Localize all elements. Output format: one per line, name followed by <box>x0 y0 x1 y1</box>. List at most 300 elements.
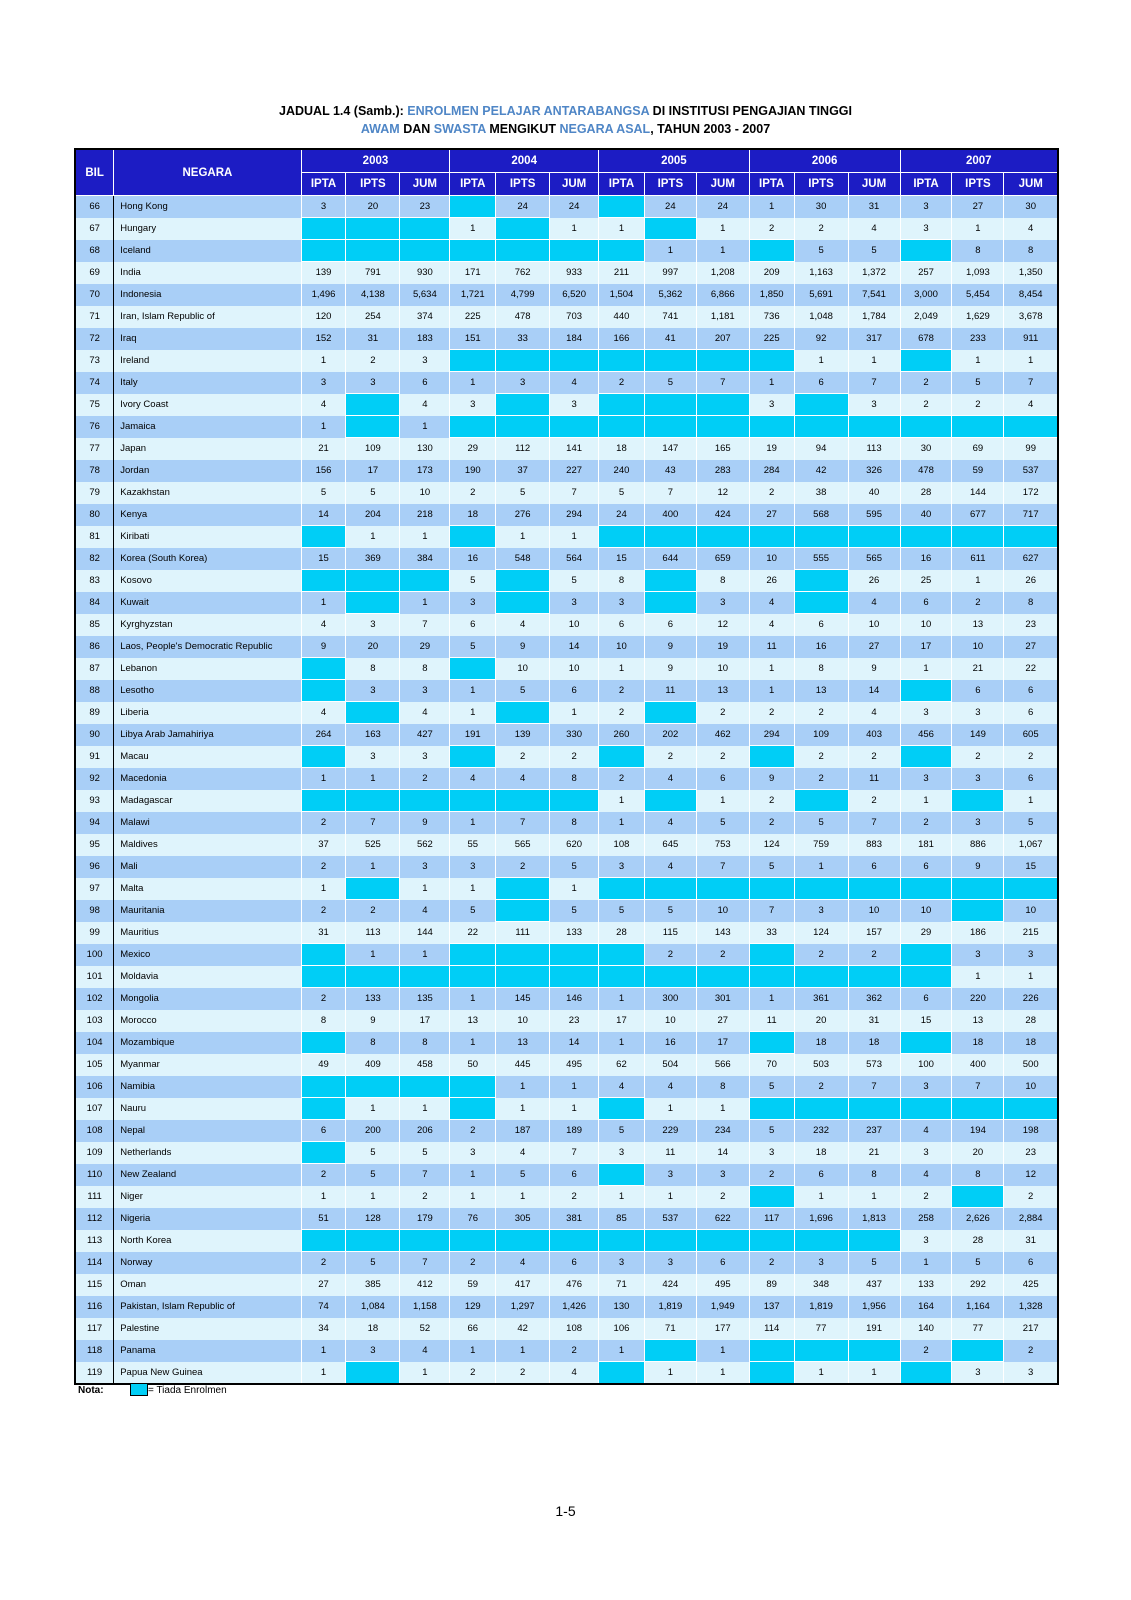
cell-value: 3 <box>952 702 1004 724</box>
cell-value: 294 <box>749 724 794 746</box>
cell-value: 1 <box>644 1098 696 1120</box>
cell-negara: Namibia <box>114 1076 301 1098</box>
cell-value: 1 <box>496 1076 550 1098</box>
cell-value: 10 <box>550 658 599 680</box>
cell-value: 8 <box>400 1032 450 1054</box>
cell-negara: Norway <box>114 1252 301 1274</box>
cell-value <box>400 240 450 262</box>
cell-value: 13 <box>496 1032 550 1054</box>
cell-bil: 108 <box>75 1120 114 1142</box>
cell-value: 1 <box>794 1186 848 1208</box>
cell-value: 145 <box>496 988 550 1010</box>
table-row <box>75 1252 1058 1274</box>
cell-value: 412 <box>400 1274 450 1296</box>
cell-value: 3 <box>952 768 1004 790</box>
cell-value <box>450 196 496 218</box>
cell-value <box>599 394 645 416</box>
cell-value: 4 <box>450 768 496 790</box>
cell-value: 1 <box>400 416 450 438</box>
cell-value: 500 <box>1004 1054 1058 1076</box>
cell-value: 564 <box>550 548 599 570</box>
cell-value <box>749 1098 794 1120</box>
cell-value: 3 <box>644 1164 696 1186</box>
cell-value: 3 <box>900 768 952 790</box>
cell-value: 12 <box>696 614 749 636</box>
cell-value: 1 <box>301 768 346 790</box>
cell-value <box>900 240 952 262</box>
cell-value <box>1004 526 1058 548</box>
cell-value: 317 <box>848 328 900 350</box>
cell-value: 9 <box>346 1010 400 1032</box>
cell-value: 2 <box>644 746 696 768</box>
cell-value <box>900 1032 952 1054</box>
cell-value: 1 <box>550 218 599 240</box>
header-ipts: IPTS <box>644 173 696 196</box>
cell-value: 8 <box>696 570 749 592</box>
header-ipts: IPTS <box>794 173 848 196</box>
cell-negara: Macau <box>114 746 301 768</box>
cell-value: 1 <box>1004 790 1058 812</box>
cell-value <box>550 240 599 262</box>
cell-value: 140 <box>900 1318 952 1340</box>
cell-value: 1 <box>301 350 346 372</box>
cell-value: 1 <box>599 1032 645 1054</box>
cell-negara: Moldavia <box>114 966 301 988</box>
cell-negara: Ivory Coast <box>114 394 301 416</box>
cell-value: 55 <box>450 834 496 856</box>
cell-value <box>301 1076 346 1098</box>
cell-value: 3 <box>900 196 952 218</box>
cell-value: 424 <box>644 1274 696 1296</box>
cell-value: 10 <box>696 900 749 922</box>
cell-value <box>450 746 496 768</box>
cell-value <box>599 1362 645 1384</box>
cell-value <box>848 526 900 548</box>
cell-value: 15 <box>900 1010 952 1032</box>
cell-negara: Netherlands <box>114 1142 301 1164</box>
cell-value: 1 <box>749 658 794 680</box>
cell-value: 202 <box>644 724 696 746</box>
cell-value: 1,721 <box>450 284 496 306</box>
cell-value <box>346 1076 400 1098</box>
cell-value: 6 <box>900 856 952 878</box>
cell-value: 3 <box>400 350 450 372</box>
cell-value: 6 <box>400 372 450 394</box>
cell-value: 71 <box>644 1318 696 1340</box>
header-jum: JUM <box>550 173 599 196</box>
title-part: JADUAL 1.4 (Samb.): <box>279 104 408 118</box>
cell-negara: Panama <box>114 1340 301 1362</box>
table-row <box>75 1318 1058 1340</box>
cell-value: 7 <box>400 1252 450 1274</box>
cell-value: 1,819 <box>794 1296 848 1318</box>
enrolment-table <box>74 148 1059 1385</box>
table-row <box>75 1274 1058 1296</box>
cell-value: 1 <box>599 1186 645 1208</box>
cell-value <box>301 1142 346 1164</box>
cell-value: 284 <box>749 460 794 482</box>
cell-value: 2 <box>952 394 1004 416</box>
table-row <box>75 1076 1058 1098</box>
cell-value: 8 <box>794 658 848 680</box>
cell-value: 4 <box>400 702 450 724</box>
cell-value: 4 <box>900 1120 952 1142</box>
table-row <box>75 1120 1058 1142</box>
cell-value: 187 <box>496 1120 550 1142</box>
cell-value: 300 <box>644 988 696 1010</box>
header-ipts: IPTS <box>952 173 1004 196</box>
cell-value: 7 <box>696 372 749 394</box>
cell-value: 207 <box>696 328 749 350</box>
cell-value: 3 <box>301 196 346 218</box>
cell-negara: Nigeria <box>114 1208 301 1230</box>
cell-value: 1 <box>1004 350 1058 372</box>
header-ipta: IPTA <box>450 173 496 196</box>
cell-value: 5 <box>346 1252 400 1274</box>
cell-value: 42 <box>794 460 848 482</box>
cell-value: 25 <box>900 570 952 592</box>
cell-value: 6 <box>794 372 848 394</box>
cell-value: 5 <box>346 482 400 504</box>
cell-value: 1 <box>599 988 645 1010</box>
cell-value: 1,048 <box>794 306 848 328</box>
cell-value: 226 <box>1004 988 1058 1010</box>
cell-value: 15 <box>301 548 346 570</box>
cell-value: 49 <box>301 1054 346 1076</box>
cell-bil: 81 <box>75 526 114 548</box>
cell-negara: Kuwait <box>114 592 301 614</box>
cell-value: 565 <box>496 834 550 856</box>
cell-bil: 112 <box>75 1208 114 1230</box>
cell-value <box>1004 416 1058 438</box>
cell-value <box>749 1230 794 1252</box>
cell-value: 10 <box>952 636 1004 658</box>
cell-value: 13 <box>450 1010 496 1032</box>
cell-value <box>794 878 848 900</box>
cell-value: 611 <box>952 548 1004 570</box>
cell-value: 10 <box>400 482 450 504</box>
cell-value: 21 <box>952 658 1004 680</box>
cell-value: 11 <box>749 636 794 658</box>
table-row <box>75 262 1058 284</box>
cell-value: 1,328 <box>1004 1296 1058 1318</box>
table-row <box>75 922 1058 944</box>
cell-value: 6 <box>848 856 900 878</box>
table-row <box>75 878 1058 900</box>
cell-value: 2 <box>749 702 794 724</box>
cell-value <box>952 1340 1004 1362</box>
cell-value: 10 <box>496 1010 550 1032</box>
cell-value: 8 <box>1004 240 1058 262</box>
table-row <box>75 702 1058 724</box>
table-row <box>75 636 1058 658</box>
cell-value: 7 <box>550 482 599 504</box>
cell-value: 9 <box>848 658 900 680</box>
cell-value: 8 <box>301 1010 346 1032</box>
cell-value: 5 <box>644 372 696 394</box>
cell-value: 16 <box>900 548 952 570</box>
cell-negara: Madagascar <box>114 790 301 812</box>
cell-value <box>400 790 450 812</box>
cell-value: 292 <box>952 1274 1004 1296</box>
cell-value: 2 <box>900 812 952 834</box>
cell-value: 5 <box>346 1142 400 1164</box>
cell-value <box>450 944 496 966</box>
cell-negara: Korea (South Korea) <box>114 548 301 570</box>
cell-value <box>450 1098 496 1120</box>
cell-value: 133 <box>346 988 400 1010</box>
cell-value <box>599 1230 645 1252</box>
page-number: 1-5 <box>555 1503 576 1519</box>
cell-value: 15 <box>599 548 645 570</box>
cell-value: 1 <box>450 1032 496 1054</box>
cell-value: 17 <box>346 460 400 482</box>
cell-bil: 117 <box>75 1318 114 1340</box>
cell-value: 478 <box>496 306 550 328</box>
cell-value: 22 <box>450 922 496 944</box>
cell-value: 3 <box>599 856 645 878</box>
cell-value: 2 <box>346 350 400 372</box>
cell-value: 4 <box>301 394 346 416</box>
cell-value: 3 <box>301 372 346 394</box>
cell-value: 5 <box>599 900 645 922</box>
cell-value: 437 <box>848 1274 900 1296</box>
cell-value: 204 <box>346 504 400 526</box>
cell-negara: Palestine <box>114 1318 301 1340</box>
cell-value: 2 <box>952 592 1004 614</box>
cell-value: 1 <box>696 1340 749 1362</box>
cell-value <box>301 1032 346 1054</box>
cell-bil: 109 <box>75 1142 114 1164</box>
cell-value <box>644 570 696 592</box>
cell-value: 3 <box>400 856 450 878</box>
cell-value: 139 <box>496 724 550 746</box>
cell-value: 605 <box>1004 724 1058 746</box>
cell-value: 27 <box>952 196 1004 218</box>
cell-value: 190 <box>450 460 496 482</box>
cell-value: 3 <box>346 1340 400 1362</box>
cell-value: 34 <box>301 1318 346 1340</box>
cell-value <box>599 878 645 900</box>
cell-value: 2 <box>400 1186 450 1208</box>
cell-value: 384 <box>400 548 450 570</box>
cell-value <box>599 746 645 768</box>
cell-value: 7 <box>848 812 900 834</box>
cell-value: 374 <box>400 306 450 328</box>
cell-value <box>794 570 848 592</box>
cell-value: 537 <box>1004 460 1058 482</box>
cell-value: 1 <box>400 944 450 966</box>
cell-value: 11 <box>848 768 900 790</box>
cell-value: 425 <box>1004 1274 1058 1296</box>
cell-value: 2 <box>496 746 550 768</box>
cell-value: 1 <box>696 240 749 262</box>
cell-value <box>644 592 696 614</box>
cell-value: 5 <box>550 900 599 922</box>
cell-value <box>900 680 952 702</box>
cell-value: 5 <box>696 812 749 834</box>
cell-value: 3 <box>400 746 450 768</box>
cell-value <box>749 878 794 900</box>
cell-value: 20 <box>952 1142 1004 1164</box>
cell-value: 2 <box>550 1186 599 1208</box>
cell-value <box>599 1098 645 1120</box>
cell-value: 997 <box>644 262 696 284</box>
cell-value: 20 <box>346 636 400 658</box>
cell-value: 1 <box>400 1098 450 1120</box>
cell-value <box>749 746 794 768</box>
cell-value: 3 <box>900 1076 952 1098</box>
cell-value <box>301 680 346 702</box>
cell-value <box>496 790 550 812</box>
cell-value: 1 <box>301 1362 346 1384</box>
cell-value: 2 <box>696 746 749 768</box>
cell-bil: 68 <box>75 240 114 262</box>
cell-value: 4 <box>644 856 696 878</box>
cell-negara: Hungary <box>114 218 301 240</box>
cell-value: 8 <box>599 570 645 592</box>
cell-value <box>599 526 645 548</box>
cell-value: 10 <box>749 548 794 570</box>
cell-value: 4,138 <box>346 284 400 306</box>
cell-value <box>301 1230 346 1252</box>
cell-value: 143 <box>696 922 749 944</box>
cell-value: 16 <box>794 636 848 658</box>
cell-value: 10 <box>550 614 599 636</box>
cell-value: 109 <box>794 724 848 746</box>
cell-bil: 70 <box>75 284 114 306</box>
table-row <box>75 240 1058 262</box>
cell-bil: 114 <box>75 1252 114 1274</box>
cell-value: 1 <box>346 526 400 548</box>
cell-bil: 94 <box>75 812 114 834</box>
cell-value: 644 <box>644 548 696 570</box>
cell-value: 548 <box>496 548 550 570</box>
cell-value <box>496 878 550 900</box>
cell-value: 7 <box>1004 372 1058 394</box>
cell-value: 424 <box>696 504 749 526</box>
cell-value: 10 <box>1004 1076 1058 1098</box>
table-row <box>75 328 1058 350</box>
cell-value: 330 <box>550 724 599 746</box>
cell-value: 1,956 <box>848 1296 900 1318</box>
cell-value: 2 <box>900 372 952 394</box>
cell-value: 5 <box>550 570 599 592</box>
cell-value: 1,181 <box>696 306 749 328</box>
cell-value: 703 <box>550 306 599 328</box>
cell-value: 5 <box>450 900 496 922</box>
cell-value: 7,541 <box>848 284 900 306</box>
cell-value: 2 <box>1004 746 1058 768</box>
cell-value: 1 <box>599 790 645 812</box>
header-ipts: IPTS <box>496 173 550 196</box>
cell-value: 3 <box>952 812 1004 834</box>
cell-value: 2 <box>696 1186 749 1208</box>
cell-bil: 79 <box>75 482 114 504</box>
cell-negara: Oman <box>114 1274 301 1296</box>
cell-value: 10 <box>900 900 952 922</box>
cell-value: 1 <box>696 218 749 240</box>
header-year: 2006 <box>749 149 900 173</box>
cell-value: 4 <box>848 218 900 240</box>
cell-value <box>301 1098 346 1120</box>
cell-value: 3 <box>749 1142 794 1164</box>
table-row <box>75 372 1058 394</box>
cell-value: 4 <box>599 1076 645 1098</box>
cell-value: 181 <box>900 834 952 856</box>
cell-value: 1 <box>550 1076 599 1098</box>
cell-value: 4 <box>848 592 900 614</box>
cell-value: 6 <box>550 1252 599 1274</box>
cell-value: 2 <box>749 218 794 240</box>
cell-bil: 92 <box>75 768 114 790</box>
cell-value: 2 <box>952 746 1004 768</box>
cell-value: 209 <box>749 262 794 284</box>
cell-value <box>496 240 550 262</box>
cell-bil: 93 <box>75 790 114 812</box>
cell-value: 21 <box>848 1142 900 1164</box>
cell-value: 31 <box>346 328 400 350</box>
cell-bil: 77 <box>75 438 114 460</box>
cell-value: 4 <box>301 702 346 724</box>
cell-value <box>450 350 496 372</box>
cell-value: 2 <box>749 482 794 504</box>
cell-value: 1,084 <box>346 1296 400 1318</box>
cell-negara: Papua New Guinea <box>114 1362 301 1384</box>
cell-value: 264 <box>301 724 346 746</box>
cell-bil: 102 <box>75 988 114 1010</box>
cell-value <box>848 878 900 900</box>
cell-value: 6,866 <box>696 284 749 306</box>
cell-bil: 78 <box>75 460 114 482</box>
cell-value <box>644 702 696 724</box>
cell-value: 3 <box>794 900 848 922</box>
cell-value: 18 <box>848 1032 900 1054</box>
cell-value <box>301 790 346 812</box>
cell-value: 1 <box>301 592 346 614</box>
cell-negara: Ireland <box>114 350 301 372</box>
cell-negara: Liberia <box>114 702 301 724</box>
cell-value: 1 <box>450 812 496 834</box>
cell-negara: Maldives <box>114 834 301 856</box>
cell-value: 2 <box>400 768 450 790</box>
header-ipta: IPTA <box>301 173 346 196</box>
cell-value: 15 <box>1004 856 1058 878</box>
cell-value: 562 <box>400 834 450 856</box>
cell-value: 427 <box>400 724 450 746</box>
cell-value: 31 <box>301 922 346 944</box>
cell-value: 6 <box>450 614 496 636</box>
cell-value <box>900 746 952 768</box>
cell-value: 8 <box>696 1076 749 1098</box>
title-part: DI INSTITUSI PENGAJIAN TINGGI <box>649 104 852 118</box>
cell-value: 41 <box>644 328 696 350</box>
cell-value <box>346 240 400 262</box>
cell-value <box>794 1230 848 1252</box>
cell-negara: Malta <box>114 878 301 900</box>
cell-value: 741 <box>644 306 696 328</box>
cell-bil: 80 <box>75 504 114 526</box>
cell-value: 1 <box>644 1362 696 1384</box>
cell-negara: Nepal <box>114 1120 301 1142</box>
cell-value <box>550 350 599 372</box>
cell-value <box>496 900 550 922</box>
cell-value: 1 <box>550 526 599 548</box>
cell-value: 525 <box>346 834 400 856</box>
cell-value: 26 <box>848 570 900 592</box>
cell-value: 30 <box>794 196 848 218</box>
cell-value: 2 <box>749 790 794 812</box>
